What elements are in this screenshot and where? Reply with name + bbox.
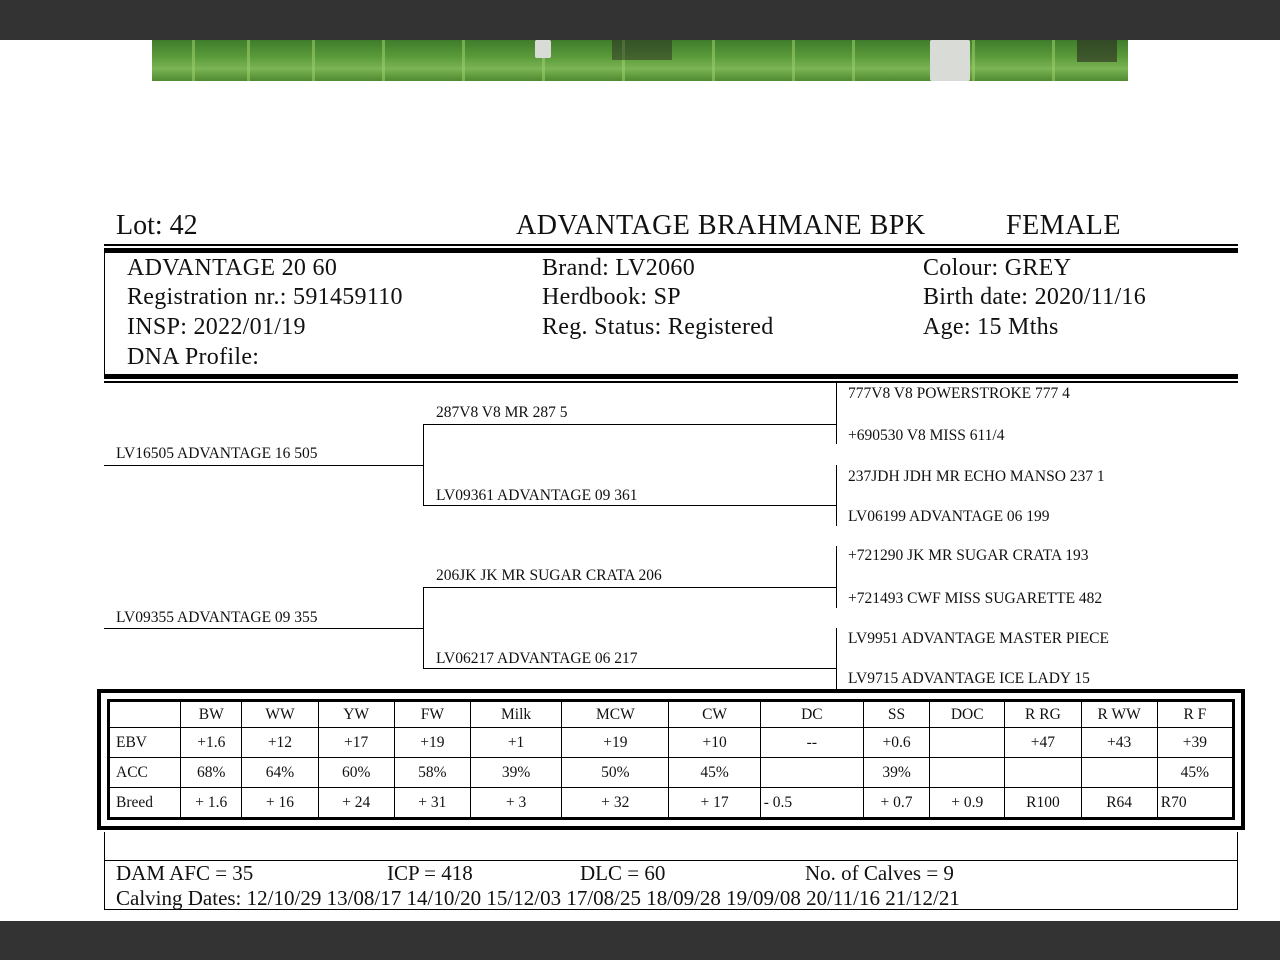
ebv-cell: 60% xyxy=(318,758,394,788)
ebv-cell xyxy=(1081,758,1157,788)
animal-photo xyxy=(152,40,1128,81)
pedigree-sss: 777V8 V8 POWERSTROKE 777 4 xyxy=(848,385,1070,402)
ebv-cell: +10 xyxy=(669,728,760,758)
ebv-cell: R64 xyxy=(1081,788,1157,818)
pedigree-sire-dam: LV09361 ADVANTAGE 09 361 xyxy=(436,487,638,504)
registration-number: Registration nr.: 591459110 xyxy=(127,284,403,310)
dam-stats-divider xyxy=(105,860,1237,861)
reg-status: Reg. Status: Registered xyxy=(542,314,774,340)
ebv-cell: 45% xyxy=(669,758,760,788)
ebv-cell: +0.6 xyxy=(863,728,929,758)
viewer-top-bar xyxy=(0,0,1280,40)
pedigree-sire: LV16505 ADVANTAGE 16 505 xyxy=(116,445,318,462)
ebv-cell xyxy=(1005,758,1081,788)
ebv-cell: +1 xyxy=(470,728,561,758)
ebv-cell: +17 xyxy=(318,728,394,758)
ebv-header-cell: CW xyxy=(669,702,760,728)
ebv-row-ebv xyxy=(110,728,1233,758)
ebv-cell: 45% xyxy=(1157,758,1232,788)
ebv-cell xyxy=(930,758,1005,788)
ebv-header-cell: SS xyxy=(863,702,929,728)
dam-icp: ICP = 418 xyxy=(387,861,473,885)
ebv-row-label: EBV xyxy=(110,728,181,758)
birth-date: Birth date: 2020/11/16 xyxy=(923,284,1147,310)
ebv-cell: +12 xyxy=(242,728,318,758)
ebv-header-cell: DC xyxy=(760,702,863,728)
inspection-date: INSP: 2022/01/19 xyxy=(127,314,306,340)
ebv-cell: +19 xyxy=(562,728,669,758)
pedigree-dss: +721290 JK MR SUGAR CRATA 193 xyxy=(848,547,1089,564)
pedigree-dsd: +721493 CWF MISS SUGARETTE 482 xyxy=(848,590,1103,607)
pedigree-ddd: LV9715 ADVANTAGE ICE LADY 15 xyxy=(848,670,1090,687)
ebv-cell: - 0.5 xyxy=(760,788,863,818)
pedigree-ssd: +690530 V8 MISS 611/4 xyxy=(848,427,1005,444)
dam-afc: DAM AFC = 35 xyxy=(116,861,254,885)
ebv-header-cell: DOC xyxy=(930,702,1005,728)
ebv-row-label: Breed xyxy=(110,788,181,818)
ebv-cell: R100 xyxy=(1005,788,1081,818)
ebv-header-cell: R RG xyxy=(1005,702,1081,728)
ebv-cell: 58% xyxy=(394,758,470,788)
dna-profile: DNA Profile: xyxy=(127,344,260,370)
ebv-header-cell xyxy=(110,702,181,728)
details-rule-thin xyxy=(104,381,1238,383)
ebv-cell: + 3 xyxy=(470,788,561,818)
ebv-cell: 68% xyxy=(181,758,242,788)
ebv-header-cell: FW xyxy=(394,702,470,728)
details-left-border xyxy=(104,253,105,374)
ebv-header-cell: R F xyxy=(1157,702,1232,728)
calving-dates: Calving Dates: 12/10/29 13/08/17 14/10/20 15/12/03 17/08/25 18/09/28 19/09/08 20/11/16 21/12/21 xyxy=(116,886,960,910)
animal-tag-name: ADVANTAGE 20 60 xyxy=(127,255,338,281)
ebv-cell: 39% xyxy=(470,758,561,788)
ebv-cell: + 24 xyxy=(318,788,394,818)
age: Age: 15 Mths xyxy=(923,314,1059,340)
ebv-table xyxy=(109,701,1233,818)
ebv-row-breed xyxy=(110,788,1233,818)
details-rule-thick xyxy=(104,374,1238,379)
ebv-cell: +47 xyxy=(1005,728,1081,758)
ebv-header-cell: Milk xyxy=(470,702,561,728)
lot-number: Lot: 42 xyxy=(116,210,198,241)
header-rule-thick xyxy=(104,248,1238,253)
colour: Colour: GREY xyxy=(923,255,1072,281)
ebv-cell: -- xyxy=(760,728,863,758)
dam-dlc: DLC = 60 xyxy=(580,861,666,885)
ebv-cell xyxy=(760,758,863,788)
pedigree-sdd: LV06199 ADVANTAGE 06 199 xyxy=(848,508,1050,525)
ebv-header-cell: MCW xyxy=(562,702,669,728)
ebv-cell: + 0.7 xyxy=(863,788,929,818)
ebv-row-label: ACC xyxy=(110,758,181,788)
ebv-cell: + 32 xyxy=(562,788,669,818)
dam-calves-count: No. of Calves = 9 xyxy=(805,861,954,885)
pedigree-dam-sire: 206JK JK MR SUGAR CRATA 206 xyxy=(436,567,662,584)
ebv-cell: + 17 xyxy=(669,788,760,818)
pedigree-dam: LV09355 ADVANTAGE 09 355 xyxy=(116,609,318,626)
ebv-cell: 39% xyxy=(863,758,929,788)
ebv-header-cell: WW xyxy=(242,702,318,728)
ebv-header-cell: R WW xyxy=(1081,702,1157,728)
ebv-cell: +39 xyxy=(1157,728,1232,758)
pedigree-sds: 237JDH JDH MR ECHO MANSO 237 1 xyxy=(848,468,1105,485)
viewer-bottom-bar xyxy=(0,921,1280,960)
animal-sex: FEMALE xyxy=(1006,210,1121,241)
ebv-cell: R70 xyxy=(1157,788,1232,818)
ebv-cell: + 16 xyxy=(242,788,318,818)
ebv-cell: +1.6 xyxy=(181,728,242,758)
header-rule-thin xyxy=(104,244,1238,246)
ebv-header-row xyxy=(110,702,1233,728)
ebv-cell xyxy=(930,728,1005,758)
ebv-cell: +43 xyxy=(1081,728,1157,758)
ebv-cell: + 31 xyxy=(394,788,470,818)
pedigree-sire-sire: 287V8 V8 MR 287 5 xyxy=(436,404,568,421)
ebv-cell: 64% xyxy=(242,758,318,788)
ebv-header-cell: YW xyxy=(318,702,394,728)
ebv-table-frame xyxy=(97,689,1245,830)
pedigree-dds: LV9951 ADVANTAGE MASTER PIECE xyxy=(848,630,1109,647)
animal-name: ADVANTAGE BRAHMANE BPK xyxy=(516,210,926,241)
ebv-cell: + 0.9 xyxy=(930,788,1005,818)
ebv-row-acc xyxy=(110,758,1233,788)
herdbook: Herdbook: SP xyxy=(542,284,681,310)
ebv-cell: 50% xyxy=(562,758,669,788)
dam-stats-box xyxy=(104,832,1238,910)
ebv-header-cell: BW xyxy=(181,702,242,728)
ebv-cell: +19 xyxy=(394,728,470,758)
pedigree-dam-dam: LV06217 ADVANTAGE 06 217 xyxy=(436,650,638,667)
brand: Brand: LV2060 xyxy=(542,255,696,281)
ebv-cell: + 1.6 xyxy=(181,788,242,818)
